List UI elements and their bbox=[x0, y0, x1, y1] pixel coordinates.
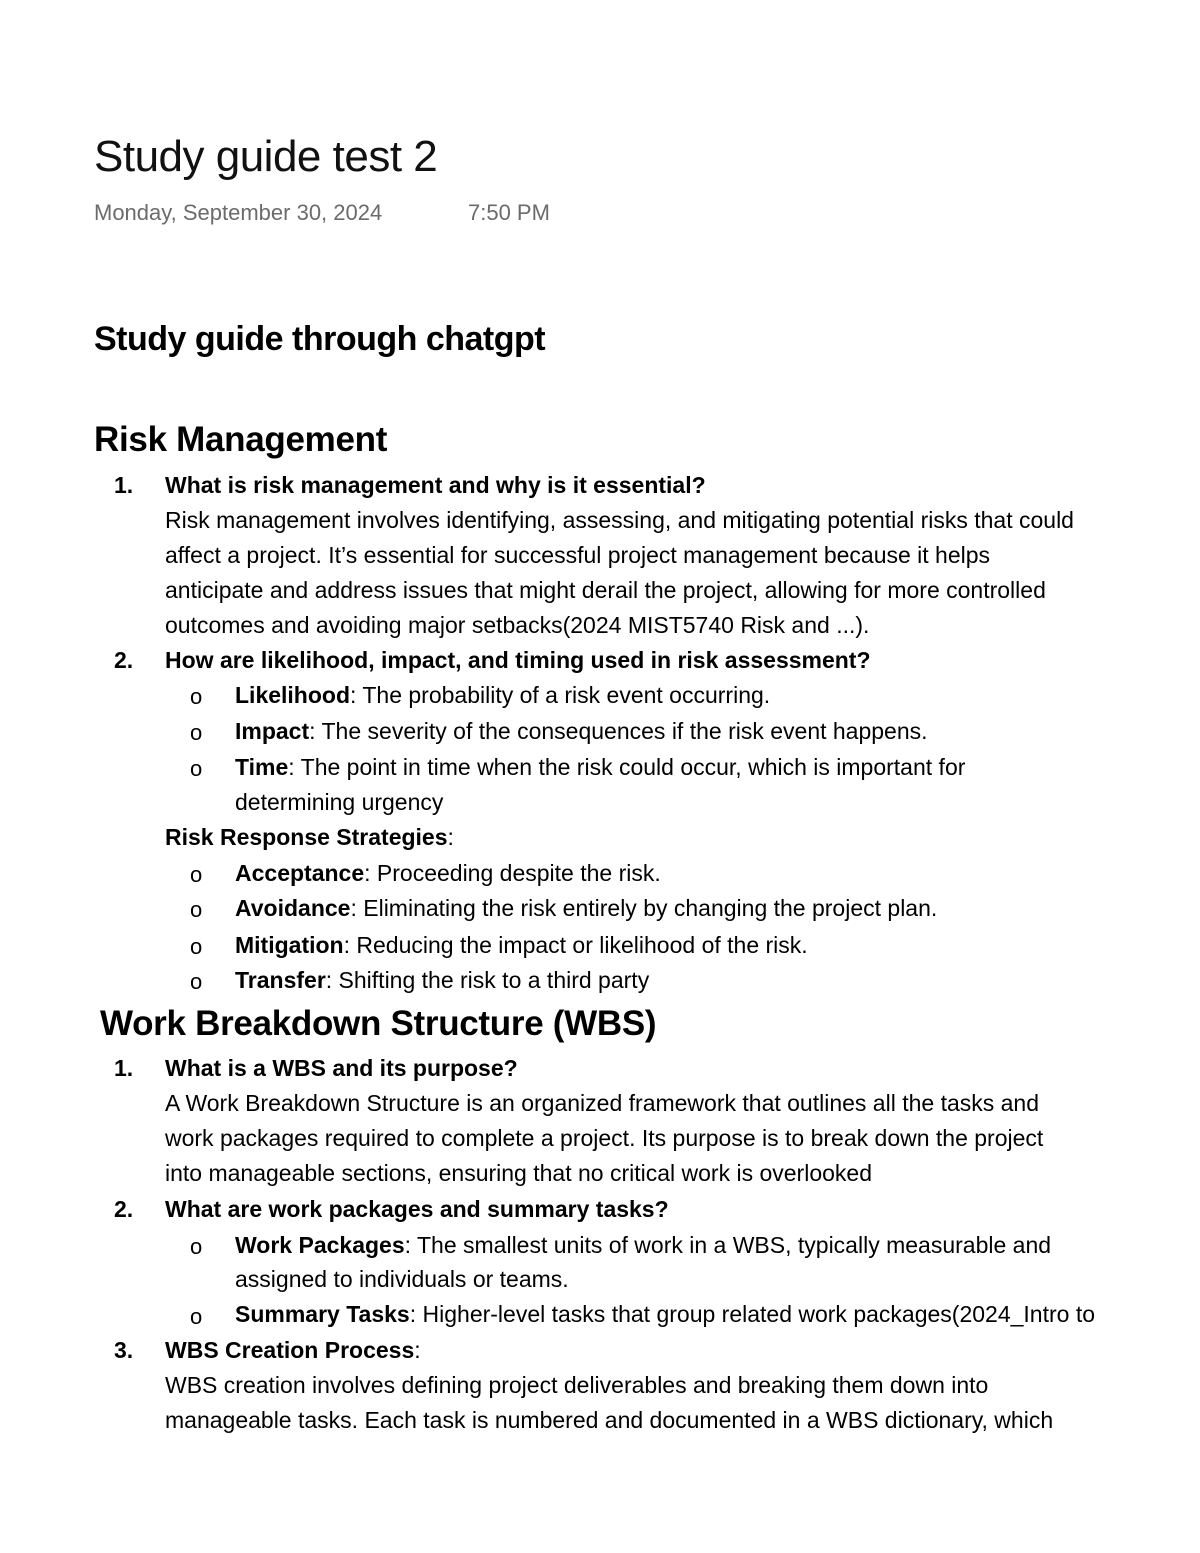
answer-line: anticipate and address issues that might derail the project, allowing for more controlled bbox=[165, 577, 1046, 603]
list-item bbox=[235, 1303, 1095, 1326]
item-text: : Shifting the risk to a third party bbox=[325, 967, 650, 993]
bullet-icon: o bbox=[190, 1234, 203, 1259]
item-text: : The severity of the consequences if the risk event happens. bbox=[309, 718, 928, 744]
bullet-icon: o bbox=[190, 897, 203, 922]
answer-line: WBS creation involves defining project deliverables and breaking them down into bbox=[165, 1372, 989, 1398]
bullet-icon: o bbox=[190, 684, 203, 709]
item-term: Mitigation bbox=[235, 932, 344, 958]
bullet-icon: o bbox=[190, 1304, 203, 1329]
item-term: Avoidance bbox=[235, 895, 351, 921]
answer-line: Risk management involves identifying, assessing, and mitigating potential risks that could bbox=[165, 507, 1074, 533]
page-timestamp bbox=[94, 200, 550, 226]
bullet-icon: o bbox=[190, 862, 203, 887]
list-item bbox=[235, 969, 649, 992]
section-subtitle: Study guide through chatgpt bbox=[94, 320, 546, 358]
item-text: : Eliminating the risk entirely by changing the project plan. bbox=[350, 895, 938, 921]
bullet-icon: o bbox=[190, 720, 203, 745]
item-term: Likelihood bbox=[235, 682, 350, 708]
answer-line: manageable tasks. Each task is numbered and documented in a WBS dictionary, which bbox=[165, 1407, 1054, 1433]
list-item bbox=[235, 934, 808, 957]
item-text: : The smallest units of work in a WBS, typically measurable and bbox=[404, 1232, 1052, 1258]
item-text: : The point in time when the risk could occur, which is important for bbox=[288, 754, 966, 780]
list-number: 2. bbox=[114, 1196, 134, 1222]
list-number: 3. bbox=[114, 1337, 134, 1363]
answer-line: into manageable sections, ensuring that no critical work is overlooked bbox=[165, 1160, 872, 1186]
list-item bbox=[235, 684, 770, 707]
strategies-label: Risk Response Strategies: bbox=[165, 824, 454, 850]
list-item-continuation: determining urgency bbox=[235, 789, 444, 815]
question-text: What is a WBS and its purpose? bbox=[165, 1055, 518, 1081]
bullet-icon: o bbox=[190, 969, 203, 994]
item-text: : Reducing the impact or likelihood of the risk. bbox=[343, 932, 808, 958]
item-text: : The probability of a risk event occurring. bbox=[350, 682, 771, 708]
list-item-continuation: assigned to individuals or teams. bbox=[235, 1266, 569, 1292]
question-text: How are likelihood, impact, and timing used in risk assessment? bbox=[165, 647, 871, 673]
list-item bbox=[235, 862, 661, 885]
list-number: 1. bbox=[114, 472, 134, 498]
answer-line: affect a project. It’s essential for successful project management because it helps bbox=[165, 542, 991, 568]
question-text: What are work packages and summary tasks? bbox=[165, 1196, 669, 1222]
list-item bbox=[235, 897, 937, 920]
item-term: Transfer bbox=[235, 967, 326, 993]
heading-risk-management: Risk Management bbox=[94, 420, 388, 459]
page-title: Study guide test 2 bbox=[94, 132, 438, 181]
list-number: 1. bbox=[114, 1055, 134, 1081]
item-term: Summary Tasks bbox=[235, 1301, 410, 1327]
list-number: 2. bbox=[114, 647, 134, 673]
list-item bbox=[235, 720, 928, 743]
item-text: : Higher-level tasks that group related work packages(2024_Intro to bbox=[409, 1301, 1095, 1327]
item-term: Time bbox=[235, 754, 289, 780]
question-text: What is risk management and why is it essential? bbox=[165, 472, 706, 498]
answer-line: A Work Breakdown Structure is an organized framework that outlines all the tasks and bbox=[165, 1090, 1040, 1116]
answer-line: outcomes and avoiding major setbacks(2024 MIST5740 Risk and ...). bbox=[165, 612, 870, 638]
heading-wbs: Work Breakdown Structure (WBS) bbox=[100, 1004, 657, 1043]
answer-line: work packages required to complete a project. Its purpose is to break down the project bbox=[165, 1125, 1044, 1151]
item-text: : Proceeding despite the risk. bbox=[364, 860, 661, 886]
list-item bbox=[235, 756, 965, 779]
question-text: WBS Creation Process: bbox=[165, 1337, 421, 1363]
bullet-icon: o bbox=[190, 934, 203, 959]
item-term: Acceptance bbox=[235, 860, 365, 886]
item-term: Work Packages bbox=[235, 1232, 405, 1258]
bullet-icon: o bbox=[190, 756, 203, 781]
page-date: Monday, September 30, 2024 bbox=[94, 200, 383, 225]
page-time: 7:50 PM bbox=[468, 200, 550, 225]
list-item bbox=[235, 1234, 1051, 1257]
item-term: Impact bbox=[235, 718, 310, 744]
